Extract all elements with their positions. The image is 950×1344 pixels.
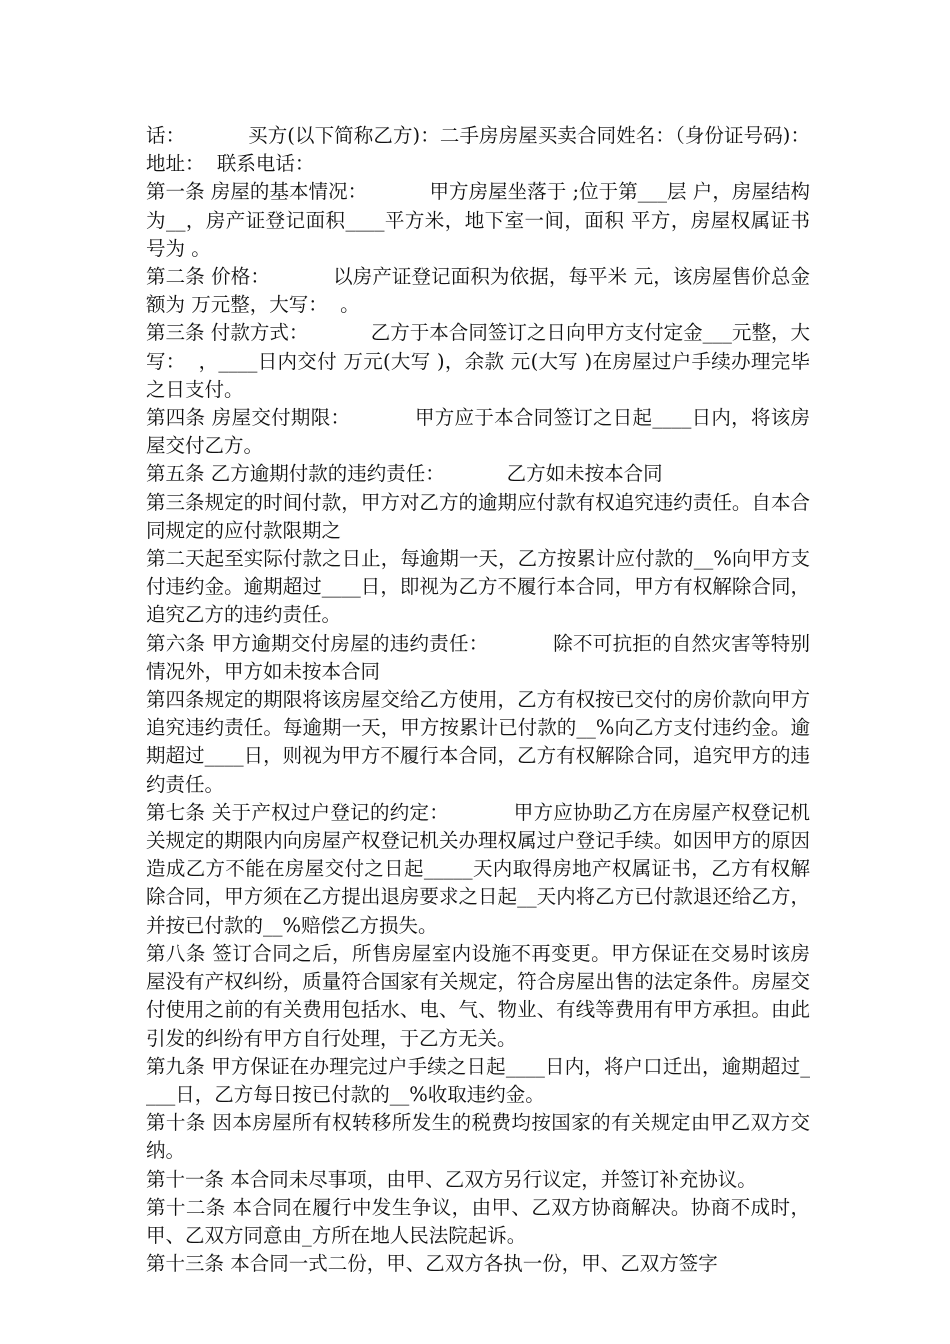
- paragraph-article-5-cont-2: 第二天起至实际付款之日止，每逾期一天，乙方按累计应付款的__%向甲方支付违约金。逾期超过____日，即视为乙方不履行本合同，甲方有权解除合同，追究乙方的违约责任。: [146, 547, 810, 627]
- paragraph-article-5: 第五条 乙方逾期付款的违约责任： 乙方如未按本合同: [146, 462, 663, 486]
- paragraph-buyer-info: 话： 买方(以下简称乙方)：二手房房屋买卖合同姓名：（身份证号码)： 地址： 联系电话：: [146, 124, 872, 176]
- contract-document: [146, 122, 872, 1278]
- paragraph-article-11: 第十一条 本合同未尽事项，由甲、乙双方另行议定，并签订补充协议。: [146, 1167, 757, 1191]
- paragraph-article-10: 第十条 因本房屋所有权转移所发生的税费均按国家的有关规定由甲乙双方交纳。: [146, 1111, 810, 1163]
- paragraph-article-8: 第八条 签订合同之后，所售房屋室内设施不再变更。甲方保证在交易时该房屋没有产权纠纷，质量符合国家有关规定，符合房屋出售的法定条件。房屋交付使用之前的有关费用包括水、电、气、物业、有线等费用有甲方承担。由此引发的纠纷有甲方自行处理，于乙方无关。: [146, 941, 810, 1050]
- paragraph-article-7: 第七条 关于产权过户登记的约定： 甲方应协助乙方在房屋产权登记机关规定的期限内向房屋产权登记机关办理权属过户登记手续。如因甲方的原因造成乙方不能在房屋交付之日起_____天内取得房地产权属证书，乙方有权解除合同，甲方须在乙方提出退房要求之日起__天内将乙方已付款退还给乙方，并按已付款的__%赔偿乙方损失。: [146, 800, 810, 937]
- paragraph-article-2: 第二条 价格： 以房产证登记面积为依据，每平米 元，该房屋售价总金额为 万元整，大写： 。: [146, 265, 810, 317]
- paragraph-article-13: 第十三条 本合同一式二份，甲、乙双方各执一份，甲、乙双方签字: [146, 1252, 718, 1276]
- paragraph-article-9: 第九条 甲方保证在办理完过户手续之日起____日内，将户口迁出，逾期超过____日，乙方每日按已付款的__%收取违约金。: [146, 1054, 810, 1106]
- paragraph-article-1: 第一条 房屋的基本情况： 甲方房屋坐落于 ;位于第___层 户，房屋结构为__，房产证登记面积____平方米，地下室一间，面积 平方，房屋权属证书号为 。: [146, 180, 810, 260]
- paragraph-article-4: 第四条 房屋交付期限： 甲方应于本合同签订之日起____日内，将该房屋交付乙方。: [146, 406, 810, 458]
- paragraph-article-12: 第十二条 本合同在履行中发生争议，由甲、乙双方协商解决。协商不成时，甲、乙双方同意由_方所在地人民法院起诉。: [146, 1195, 810, 1247]
- paragraph-article-3: 第三条 付款方式： 乙方于本合同签订之日向甲方支付定金___元整，大写： ，____日内交付 万元(大写 )，余款 元(大写 )在房屋过户手续办理完毕之日支付。: [146, 321, 810, 401]
- paragraph-article-5-cont-1: 第三条规定的时间付款，甲方对乙方的逾期应付款有权追究违约责任。自本合同规定的应付款限期之: [146, 490, 810, 542]
- paragraph-article-6-cont: 第四条规定的期限将该房屋交给乙方使用，乙方有权按已交付的房价款向甲方追究违约责任。每逾期一天，甲方按累计已付款的__%向乙方支付违约金。逾期超过____日，则视为甲方不履行本合同，乙方有权解除合同，追究甲方的违约责任。: [146, 688, 810, 796]
- paragraph-article-6: 第六条 甲方逾期交付房屋的违约责任： 除不可抗拒的自然灾害等特别情况外，甲方如未按本合同: [146, 631, 810, 683]
